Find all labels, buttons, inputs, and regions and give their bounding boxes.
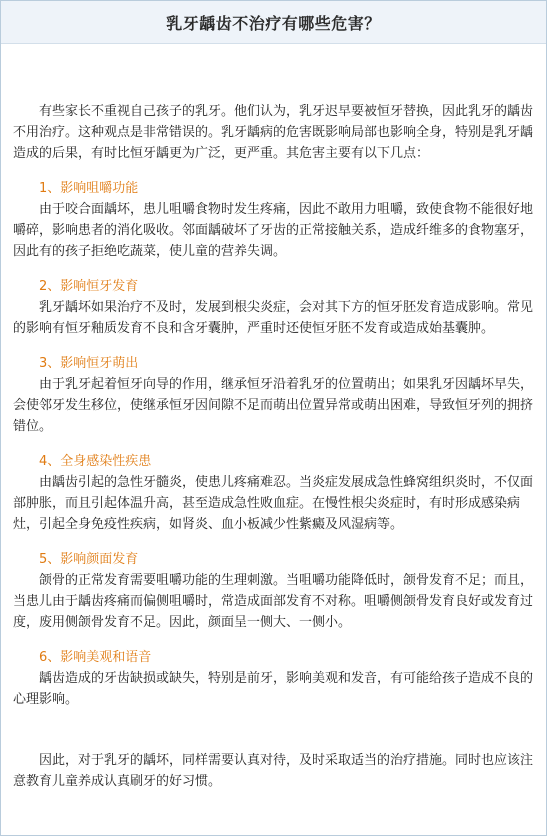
intro-paragraph: 有些家长不重视自己孩子的乳牙。他们认为，乳牙迟早要被恒牙替换，因此乳牙的龋齿不用治疗。这种观点是非常错误的。乳牙龋病的危害既影响局部也影响全身，特别是乳牙龋造成的后果，有时比恒牙龋更为广泛，更严重。其危害主要有以下几点： [13,104,534,161]
section-body: 由于乳牙起着恒牙向导的作用，继承恒牙沿着乳牙的位置萌出；如果乳牙因龋坏早失，会使邻牙发生移位，使继承恒牙因间隙不足而萌出位置异常或萌出困难，导致恒牙列的拥挤错位。 [13,377,534,434]
section-body: 颌骨的正常发育需要咀嚼功能的生理刺激。当咀嚼功能降低时，颌骨发育不足；而且，当患儿由于龋齿疼痛而偏侧咀嚼时，常造成面部发育不对称。咀嚼侧颌骨发育良好或发育过度，废用侧颌骨发育不足。因此，颜面呈一侧大、一侧小。 [13,573,534,630]
section-heading: 2、影响恒牙发育 [39,279,139,294]
title-bar [1,1,546,44]
article-title: 乳牙龋齿不治疗有哪些危害？ [166,13,381,33]
section-body: 由于咬合面龋坏，患儿咀嚼食物时发生疼痛，因此不敢用力咀嚼，致使食物不能很好地嚼碎，影响患者的消化吸收。邻面龋破坏了牙齿的正常接触关系，造成纤维多的食物塞牙， 因此有的孩子拒绝吃蔬菜，使儿童的营养失调。 [13,202,540,259]
section-body: 龋齿造成的牙齿缺损或缺失，特别是前牙，影响美观和发音，有可能给孩子造成不良的心理影响。 [13,671,534,707]
conclusion-paragraph: 因此，对于乳牙的龋坏，同样需要认真对待，及时采取适当的治疗措施。同时也应该注意教育儿童养成认真刷牙的好习惯。 [13,753,534,789]
section-facial-development [13,549,536,633]
section-systemic-infection [13,451,536,535]
section-chewing [13,178,540,262]
section-heading: 3、影响恒牙萌出 [39,356,139,371]
section-heading: 5、影响颜面发育 [39,552,139,567]
section-heading: 6、影响美观和语音 [39,650,152,665]
section-body: 乳牙龋坏如果治疗不及时，发展到根尖炎症，会对其下方的恒牙胚发育造成影响。常见的影响有恒牙釉质发育不良和含牙囊肿，严重时还使恒牙胚不发育或造成始基囊肿。 [13,300,534,336]
article-content [13,101,540,792]
section-heading: 4、全身感染性疾患 [39,454,152,469]
section-heading: 1、影响咀嚼功能 [39,181,139,196]
section-permanent-tooth-development [13,276,536,339]
section-permanent-tooth-eruption [13,353,536,437]
section-body: 由龋齿引起的急性牙髓炎，使患儿疼痛难忍。当炎症发展成急性蜂窝组织炎时，不仅面部肿胀，而且引起体温升高，甚至造成急性败血症。在慢性根尖炎症时，有时形成感染病灶，引起全身免疫性疾病，如肾炎、血小板减少性紫癜及风湿病等。 [13,475,534,532]
section-appearance-speech [13,647,536,710]
